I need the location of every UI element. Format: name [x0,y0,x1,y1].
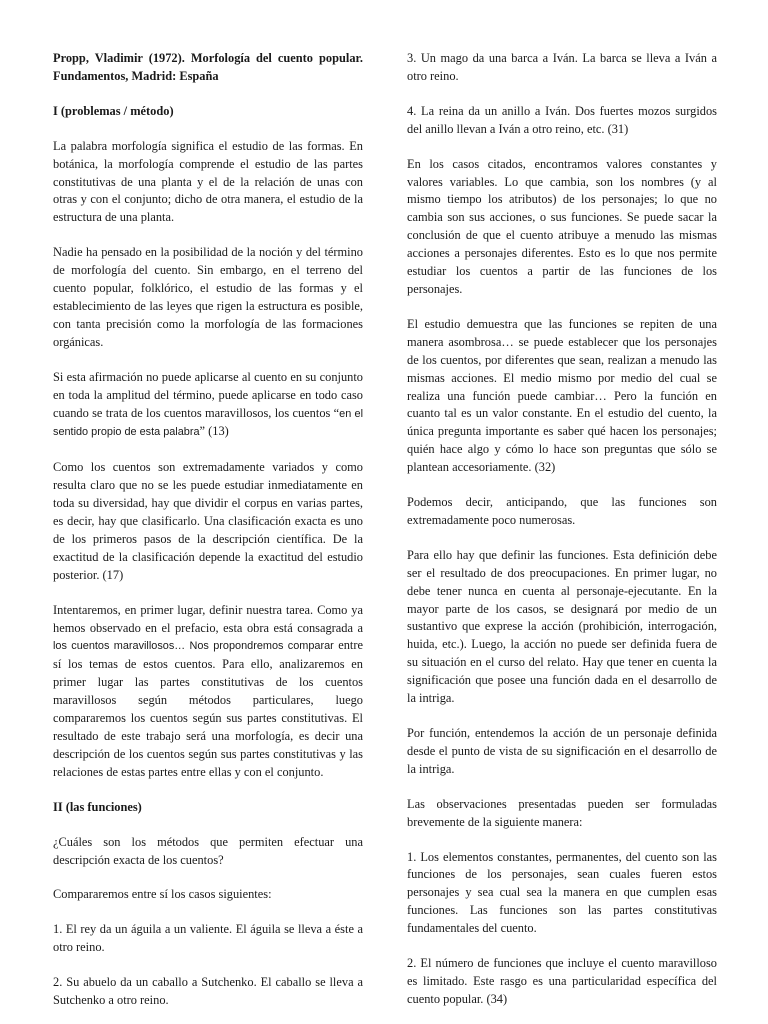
paragraph-observaciones: Las observaciones presentadas pueden ser formuladas brevemente de la siguiente manera: [407,796,717,829]
text-run: entre sí los temas de estos cuentos. Para ello, analizaremos en primer lugar las partes constitutivas de los cuentos maravillosos según métodos particulares, luego compararemos los cuentos según sus partes constitutivas. El resultado de este trabajo será una morfología, es decir una descripción de los cuentos según sus partes constitutivas y las relaciones de estas partes entre ellas y con el conjunto. [53,638,363,779]
law-item-1: 1. Los elementos constantes, permanentes, del cuento son las funciones de los personajes, sean cuales fueren estos personajes y sea cual sea la manera en que cumplen esas funciones. Las funciones son las partes constitutivas fundamentales del cuento. [407,849,717,936]
left-column [53,50,363,1024]
paragraph-metodos: ¿Cuáles son los métodos que permiten efectuar una descripción exacta de los cuentos? [53,834,363,867]
case-item-4: 4. La reina da un anillo a Iván. Dos fuertes mozos surgidos del anillo llevan a Iván a otro reino, etc. (31) [407,103,717,136]
right-column [407,50,717,1024]
paragraph-anticipando: Podemos decir, anticipando, que las funciones son extremadamente poco numerosas. [407,495,717,527]
paragraph-nadie-ha-pensado: Nadie ha pensado en la posibilidad de la noción y del término de morfología del cuento. Sin embargo, en el terreno del cuento popular, folklórico, el estudio de las formas y el establecimiento de las leyes que rigen la estructura es posible, con tanta precisión como la morfología de las formaciones orgánicas. [53,245,363,349]
paragraph-si-esta-afirmacion [53,369,363,443]
paragraph-compararemos: Compararemos entre sí los casos siguientes: [53,887,272,902]
paragraph-por-funcion: Por función, entendemos la acción de un personaje definida desde el punto de vista de su significación en el desarrollo de la intriga. [407,726,717,776]
paragraph-funciones-se-repiten: El estudio demuestra que las funciones se repiten de una manera asombrosa… se puede establecer que los personajes de los cuentos, por diferentes que sean, realizan a menudo las mismas acciones. El medio mismo por medio del cual se realiza una función puede cambiar… Pero la función en cuanto tal es un valor constante. En el estudio del cuento, la única pregunta importante es saber qué hacen los personajes; quién hace algo y cómo lo hace son preguntas que sólo se plantean accesoriamente. (32) [407,316,717,475]
paragraph-clasificacion: Como los cuentos son extremadamente variados y como resulta claro que no se les puede estudiar inmediatamente en toda su diversidad, hay que dividir el corpus en varias partes, es decir, hay que clasificarlo. Una clasificación exacta es uno de los primeros pasos de la descripción científica. De la exactitud de la clasificación depende la exactitud del estudio posterior. (17) [53,460,363,582]
paragraph-intentaremos [53,602,363,782]
case-item-1: 1. El rey da un águila a un valiente. El águila se lleva a éste a otro reino. [53,922,363,955]
paragraph-valores-constantes: En los casos citados, encontramos valores constantes y valores variables. Lo que cambia, son los nombres (y al mismo tiempo los atributos) de los personajes; lo que no cambia son sus acciones, o sus funciones. Se puede sacar la conclusión de que el cuento atribuye a menudo las mismas acciones a personajes diferentes. Esto es lo que nos permite estudiar los cuentos a partir de las funciones de los personajes. [407,156,717,296]
text-run: Si esta afirmación no puede aplicarse al cuento en su conjunto en toda la amplitud del término, puede aplicarse en todo caso cuando se trata de los cuentos maravillosos, los cuentos “ [53,369,363,420]
monospace-phrase: los cuentos maravillosos… Nos propondremos comparar [53,640,334,653]
law-item-2: 2. El número de funciones que incluye el cuento maravilloso es limitado. Este rasgo es una particularidad específica del cuento popular. (34) [407,956,717,1006]
document-title: Propp, Vladimir (1972). Morfología del cuento popular. Fundamentos, Madrid: España [53,51,363,83]
case-item-3: 3. Un mago da una barca a Iván. La barca se lleva a Iván a otro reino. [407,51,717,83]
text-run: ” (13) [199,424,229,439]
paragraph-definir-funciones: Para ello hay que definir las funciones. Esta definición debe ser el resultado de dos preocupaciones. En primer lugar, no debe tener nunca en cuenta al personaje-ejecutante. En la mayor parte de los casos, se designará por medio de un sustantivo que exprese la acción (prohibición, interrogación, huida, etc.). Luego, la acción no puede ser definida fuera de su situación en el curso del relato. Hay que tener en cuenta la significación que posee una función dada en el desarrollo de la intriga. [407,547,717,706]
paragraph-morfologia: La palabra morfología significa el estudio de las formas. En botánica, la morfología comprende el estudio de las partes constitutivas de una planta y el de la relación de unas con otras y con el conjunto; dicho de otra manera, el estudio de la estructura de una planta. [53,138,363,225]
section-heading-funciones: II (las funciones) [53,799,142,814]
text-run: Intentaremos, en primer lugar, definir nuestra tarea. Como ya hemos observado en el prefacio, esta obra está consagrada a [53,602,363,635]
case-item-2: 2. Su abuelo da un caballo a Sutchenko. El caballo se lleva a Sutchenko a otro reino. [53,975,363,1008]
section-heading-problemas: I (problemas / método) [53,103,174,118]
quoted-phrase: en el sentido propio de esta palabra [53,407,363,439]
